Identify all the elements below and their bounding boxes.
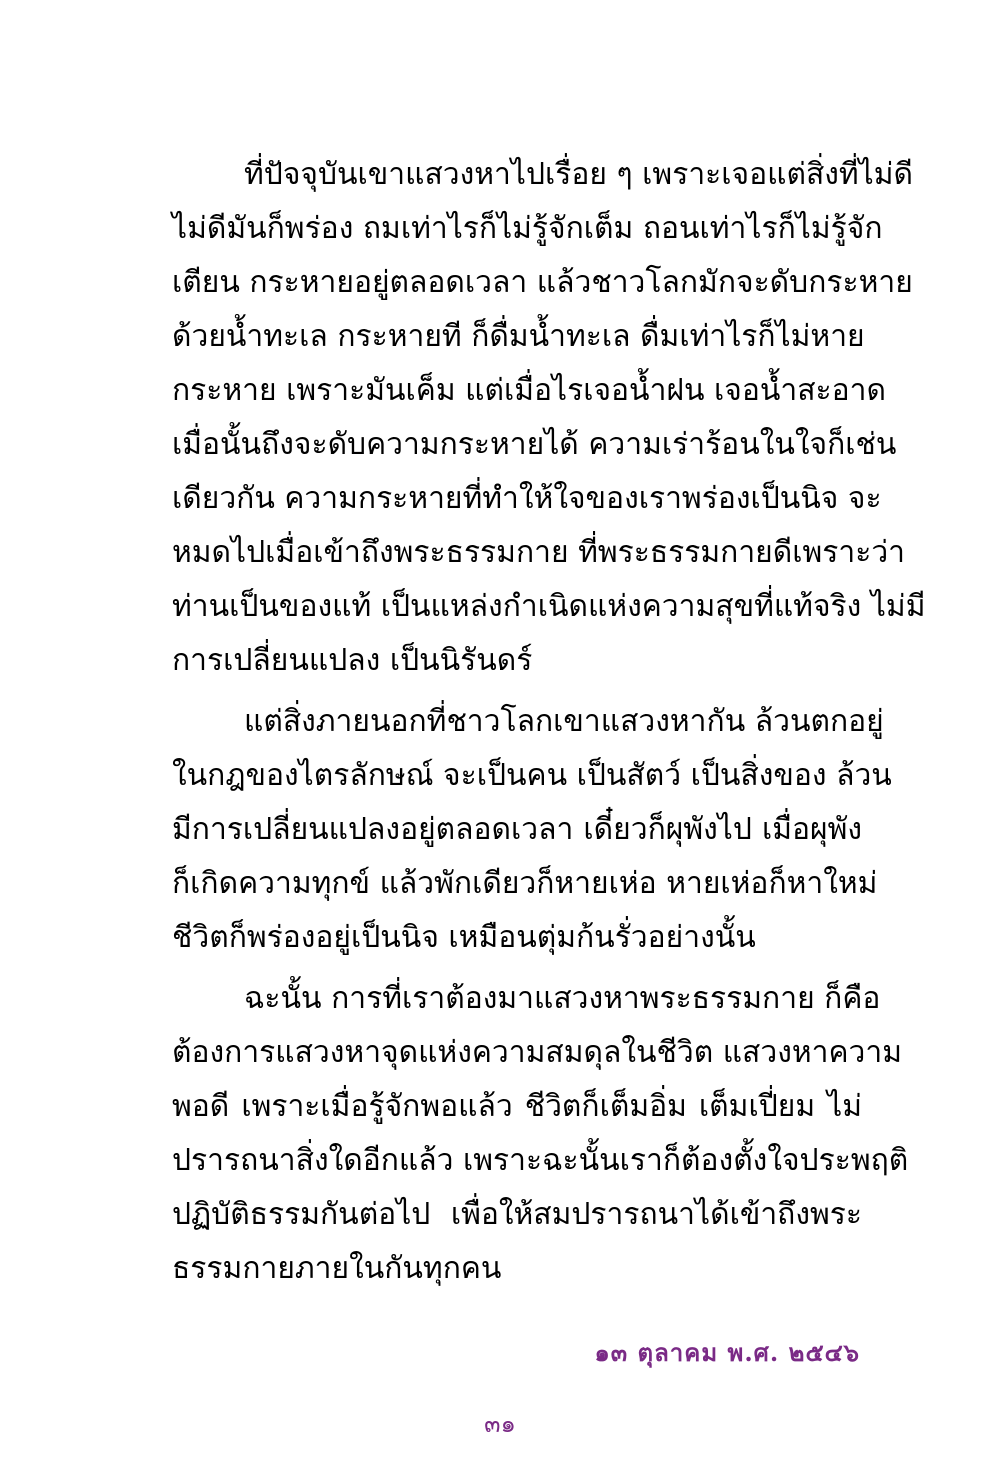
text-line: พอดี เพราะเมื่อรู้จักพอแล้ว ชีวิตก็เต็มอิ่ม เต็มเปี่ยม ไม่ — [172, 1089, 862, 1124]
text-line: ก็เกิดความทุกข์ แล้วพักเดียวก็หายเห่อ หายเห่อก็หาใหม่ — [172, 866, 878, 901]
text-line: ฉะนั้น การที่เราต้องมาแสวงหาพระธรรมกาย ก็คือ — [244, 981, 881, 1016]
text-line: ปรารถนาสิ่งใดอีกแล้ว เพราะฉะนั้นเราก็ต้องตั้งใจประพฤติ — [172, 1143, 909, 1178]
text-line: ปฏิบัติธรรมกันต่อไป เพื่อให้สมปรารถนาได้เข้าถึงพระ — [172, 1197, 862, 1232]
text-line: หมดไปเมื่อเข้าถึงพระธรรมกาย ที่พระธรรมกายดีเพราะว่า — [172, 535, 906, 570]
text-line: กระหาย เพราะมันเค็ม แต่เมื่อไรเจอน้ำฝน เจอน้ำสะอาด — [172, 373, 887, 408]
text-line: เมื่อนั้นถึงจะดับความกระหายได้ ความเร่าร้อนในใจก็เช่น — [172, 427, 897, 462]
body-text — [172, 148, 926, 1303]
text-line: ธรรมกายภายในกันทุกคน — [172, 1251, 502, 1286]
paragraph — [172, 972, 909, 1296]
paragraph — [172, 695, 892, 965]
text-line: เดียวกัน ความกระหายที่ทำให้ใจของเราพร่องเป็นนิจ จะ — [172, 481, 882, 516]
text-line: ไม่ดีมันก็พร่อง ถมเท่าไรก็ไม่รู้จักเต็ม ถอนเท่าไรก็ไม่รู้จัก — [172, 211, 883, 246]
text-line: มีการเปลี่ยนแปลงอยู่ตลอดเวลา เดี๋ยวก็ผุพังไป เมื่อผุพัง — [172, 812, 862, 847]
text-line: ที่ปัจจุบันเขาแสวงหาไปเรื่อย ๆ เพราะเจอแต่สิ่งที่ไม่ดี — [244, 157, 914, 192]
text-line: เตียน กระหายอยู่ตลอดเวลา แล้วชาวโลกมักจะดับกระหาย — [172, 265, 913, 300]
text-line: ต้องการแสวงหาจุดแห่งความสมดุลในชีวิต แสวงหาความ — [172, 1035, 903, 1070]
paragraph — [172, 148, 926, 688]
text-line: การเปลี่ยนแปลง เป็นนิรันดร์ — [172, 643, 533, 678]
page-number: ๓๑ — [484, 1410, 516, 1438]
text-line: ด้วยน้ำทะเล กระหายที ก็ดื่มน้ำทะเล ดื่มเท่าไรก็ไม่หาย — [172, 319, 865, 354]
text-line: ในกฎของไตรลักษณ์ จะเป็นคน เป็นสัตว์ เป็นสิ่งของ ล้วน — [172, 758, 892, 793]
date-signature: ๑๓ ตุลาคม พ.ศ. ๒๕๔๖ — [594, 1338, 860, 1367]
text-line: ท่านเป็นของแท้ เป็นแหล่งกำเนิดแห่งความสุขที่แท้จริง ไม่มี — [172, 589, 926, 624]
text-line: แต่สิ่งภายนอกที่ชาวโลกเขาแสวงหากัน ล้วนตกอยู่ — [244, 704, 884, 739]
text-line: ชีวิตก็พร่องอยู่เป็นนิจ เหมือนตุ่มก้นรั่วอย่างนั้น — [172, 920, 756, 955]
